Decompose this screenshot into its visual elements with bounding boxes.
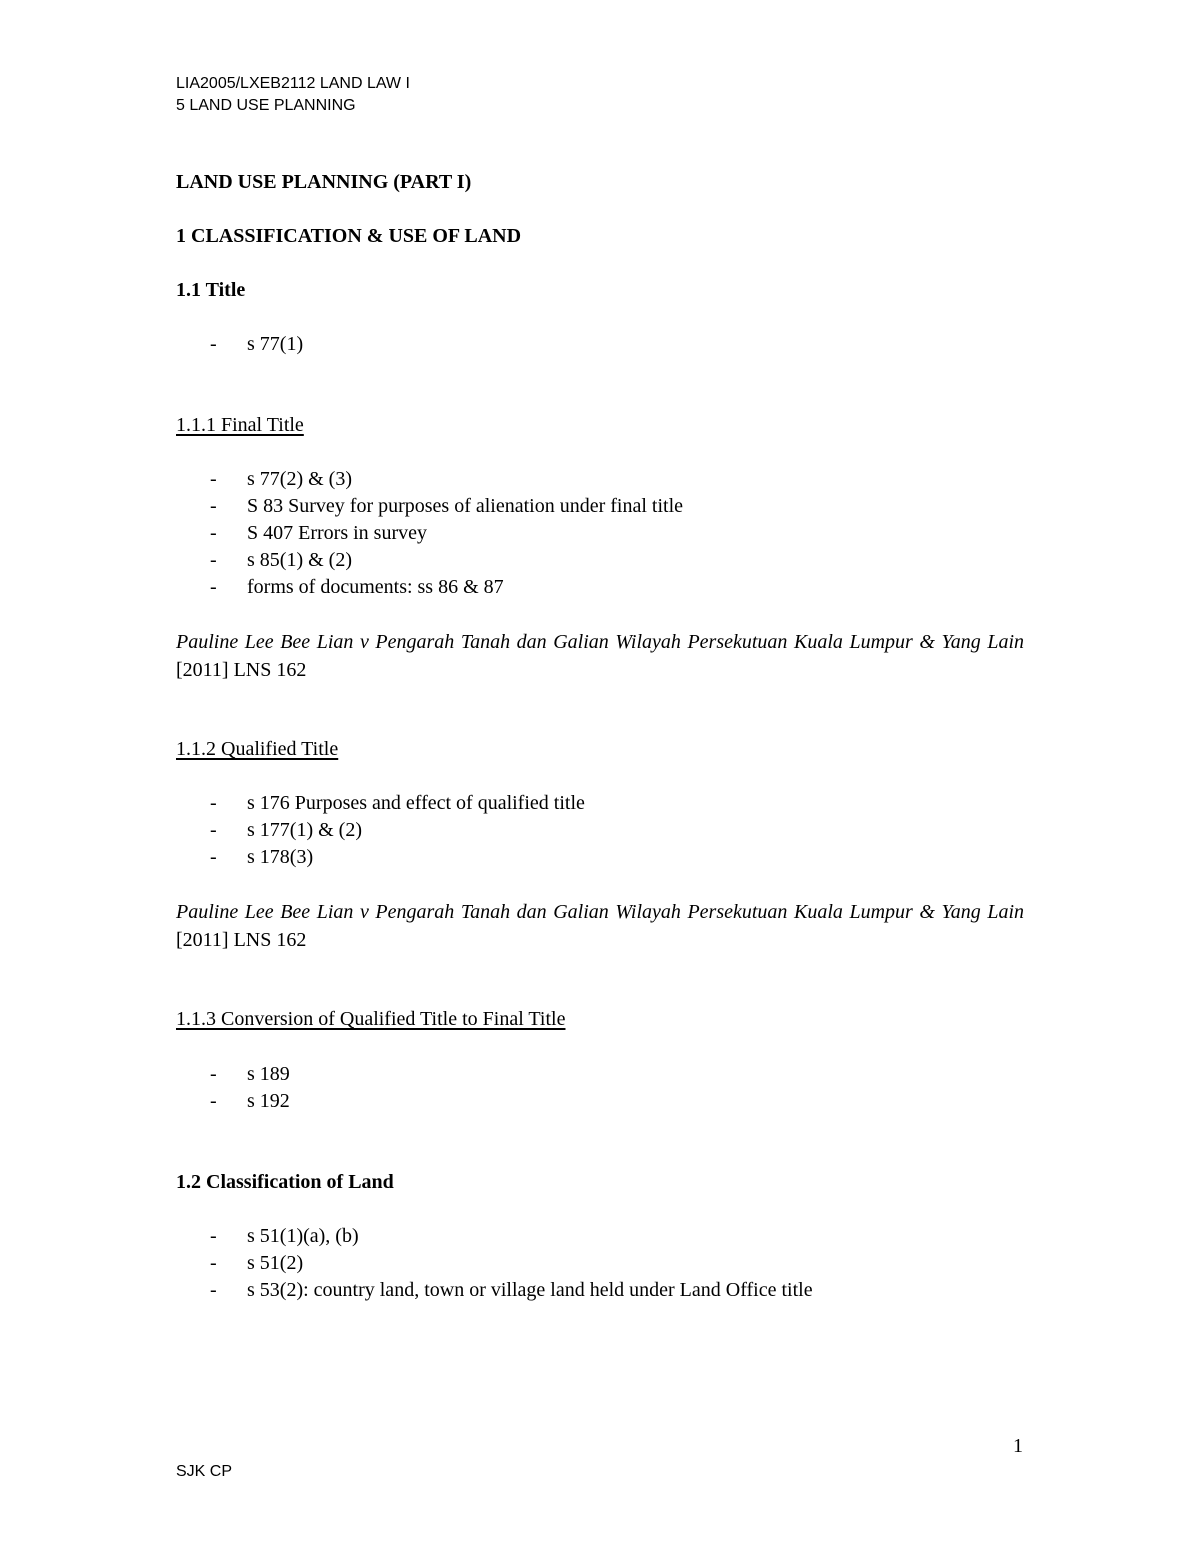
list-item: - s 77(1) (210, 333, 304, 355)
list-item: - S 407 Errors in survey (210, 522, 427, 544)
case-name: Pauline Lee Bee Lian v Pengarah Tanah dan Galian Wilayah Persekutuan Kuala Lumpur & Yang Lain (176, 901, 1024, 923)
section-heading-1-1-3: 1.1.3 Conversion of Qualified Title to Final Title (176, 1008, 566, 1030)
list-item: - s 176 Purposes and effect of qualified title (210, 792, 585, 814)
section-heading-1-1-2: 1.1.2 Qualified Title (176, 738, 339, 760)
list-item: - S 83 Survey for purposes of alienation under final title (210, 495, 684, 517)
list-item: - forms of documents: ss 86 & 87 (210, 576, 504, 598)
section-heading-1: 1 CLASSIFICATION & USE OF LAND (176, 225, 522, 247)
bullet-dash: - (210, 1225, 217, 1247)
case-report: [2011] LNS 162 (176, 929, 307, 951)
section-heading-1-1-1: 1.1.1 Final Title (176, 414, 304, 436)
bullet-dash: - (210, 792, 217, 814)
page-number: 1 (1013, 1435, 1023, 1457)
bullet-dash: - (210, 1063, 217, 1085)
case-citation (176, 628, 1024, 684)
list-item: - s 177(1) & (2) (210, 819, 362, 841)
footer-initials: SJK CP (176, 1463, 233, 1480)
list-item: - s 51(1)(a), (b) (210, 1225, 359, 1247)
list-item: - s 85(1) & (2) (210, 549, 352, 571)
list-item: - s 53(2): country land, town or village land held under Land Office title (210, 1279, 813, 1301)
bullet-dash: - (210, 333, 217, 355)
case-report: [2011] LNS 162 (176, 659, 307, 681)
bullet-dash: - (210, 576, 217, 598)
running-header-topic: 5 LAND USE PLANNING (176, 97, 356, 114)
list-item: - s 51(2) (210, 1252, 304, 1274)
bullet-dash: - (210, 1279, 217, 1301)
case-name: Pauline Lee Bee Lian v Pengarah Tanah dan Galian Wilayah Persekutuan Kuala Lumpur & Yang Lain (176, 631, 1024, 653)
bullet-dash: - (210, 468, 217, 490)
bullet-dash: - (210, 1090, 217, 1112)
document-title: LAND USE PLANNING (PART I) (176, 171, 472, 193)
section-heading-1-2: 1.2 Classification of Land (176, 1171, 394, 1193)
list-item: - s 77(2) & (3) (210, 468, 352, 490)
section-heading-1-1: 1.1 Title (176, 279, 246, 301)
bullet-dash: - (210, 846, 217, 868)
bullet-dash: - (210, 819, 217, 841)
list-item: - s 178(3) (210, 846, 314, 868)
running-header-course: LIA2005/LXEB2112 LAND LAW I (176, 75, 410, 92)
list-item: - s 192 (210, 1090, 290, 1112)
bullet-dash: - (210, 522, 217, 544)
bullet-dash: - (210, 549, 217, 571)
case-citation (176, 898, 1024, 954)
bullet-dash: - (210, 1252, 217, 1274)
list-item: - s 189 (210, 1063, 290, 1085)
bullet-dash: - (210, 495, 217, 517)
